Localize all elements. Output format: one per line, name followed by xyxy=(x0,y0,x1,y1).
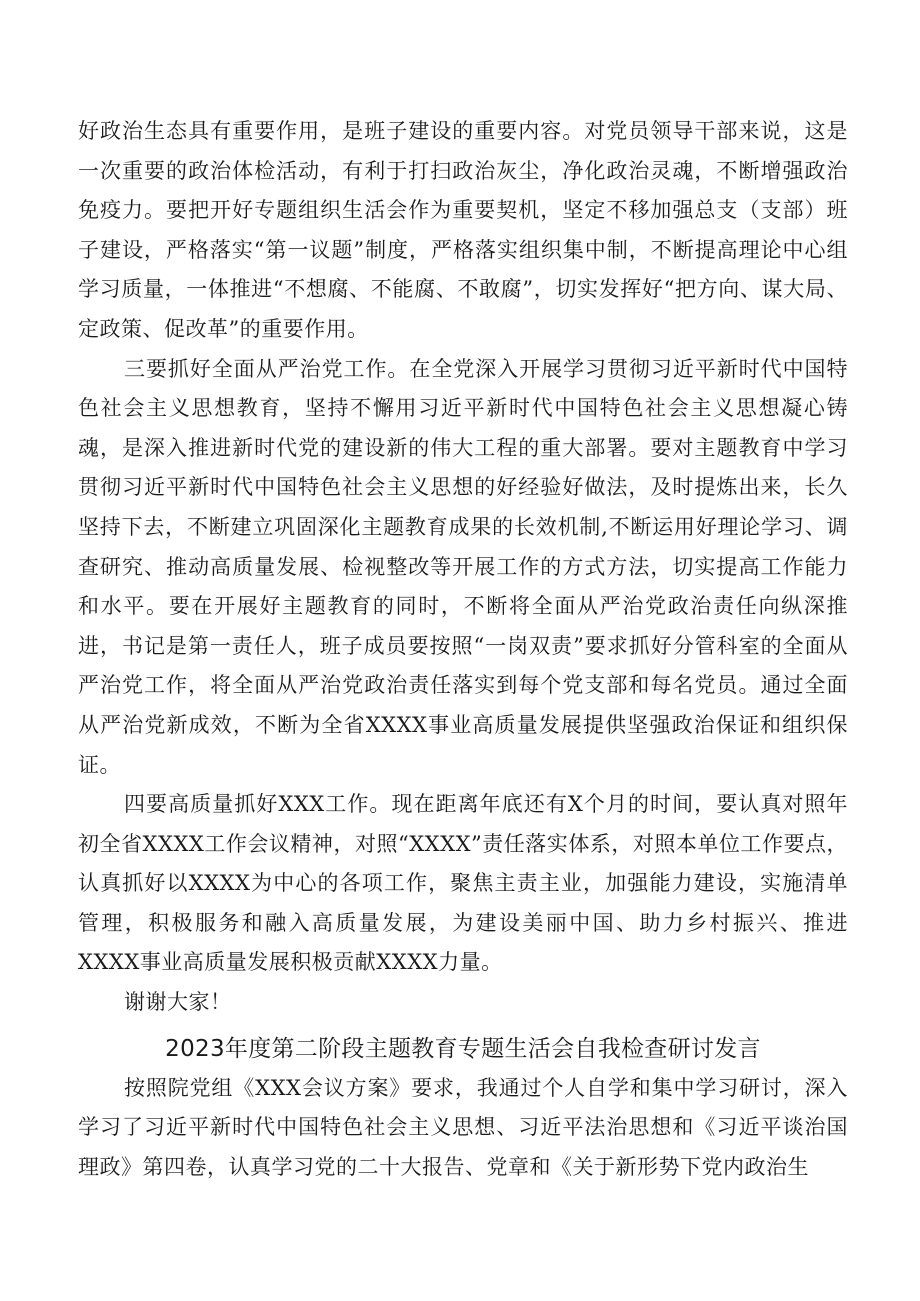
paragraph-high-quality-work: 四要高质量抓好XXX工作。现在距离年底还有X个月的时间，要认真对照年初全省XXXX工作会议精神，对照“XXXX”责任落实体系，对照本单位工作要点，认真抓好以XXXX为中心的各项工作，聚焦主责主业，加强能力建设，实施清单管理，积极服务和融入高质量发展，为建设美丽中国、助力乡村振兴、推进XXXX事业高质量发展积极贡献XXXX力量。 xyxy=(78,792,848,975)
paragraph-self-study: 按照院党组《XXX会议方案》要求，我通过个人自学和集中学习研讨，深入学习了习近平新时代中国特色社会主义思想、习近平法治思想和《习近平谈治国理政》第四卷，认真学习党的二十大报告、党章和《关于新形势下党内政治生 xyxy=(78,1075,848,1179)
paragraph-political-ecology: 好政治生态具有重要作用，是班子建设的重要内容。对党员领导干部来说，这是一次重要的政治体检活动，有利于打扫政治灰尘，净化政治灵魂，不断增强政治免疫力。要把开好专题组织生活会作为重要契机，坚定不移加强总支（支部）班子建设，严格落实“第一议题”制度，严格落实组织集中制，不断提高理论中心组学习质量，一体推进“不想腐、不能腐、不敢腐”，切实发挥好“把方向、谋大局、定政策、促改革”的重要作用。 xyxy=(78,119,848,341)
paragraph-thanks: 谢谢大家！ xyxy=(124,990,232,1015)
document-page xyxy=(78,112,848,1187)
paragraph-strict-governance: 三要抓好全面从严治党工作。在全党深入开展学习贯彻习近平新时代中国特色社会主义思想教育，坚持不懈用习近平新时代中国特色社会主义思想凝心铸魂，是深入推进新时代党的建设新的伟大工程的重大部署。要对主题教育中学习贯彻习近平新时代中国特色社会主义思想的好经验好做法，及时提炼出来，长久坚持下去，不断建立巩固深化主题教育成果的长效机制,不断运用好理论学习、调查研究、推动高质量发展、检视整改等开展工作的方式方法，切实提高工作能力和水平。要在开展好主题教育的同时，不断将全面从严治党政治责任向纵深推进，书记是第一责任人，班子成员要按照“一岗双责”要求抓好分管科室的全面从严治党工作，将全面从严治党政治责任落实到每个党支部和每名党员。通过全面从严治党新成效，不断为全省XXXX事业高质量发展提供坚强政治保证和组织保证。 xyxy=(78,356,848,777)
section-heading: 2023年度第二阶段主题教育专题生活会自我检查研讨发言 xyxy=(165,1035,761,1062)
